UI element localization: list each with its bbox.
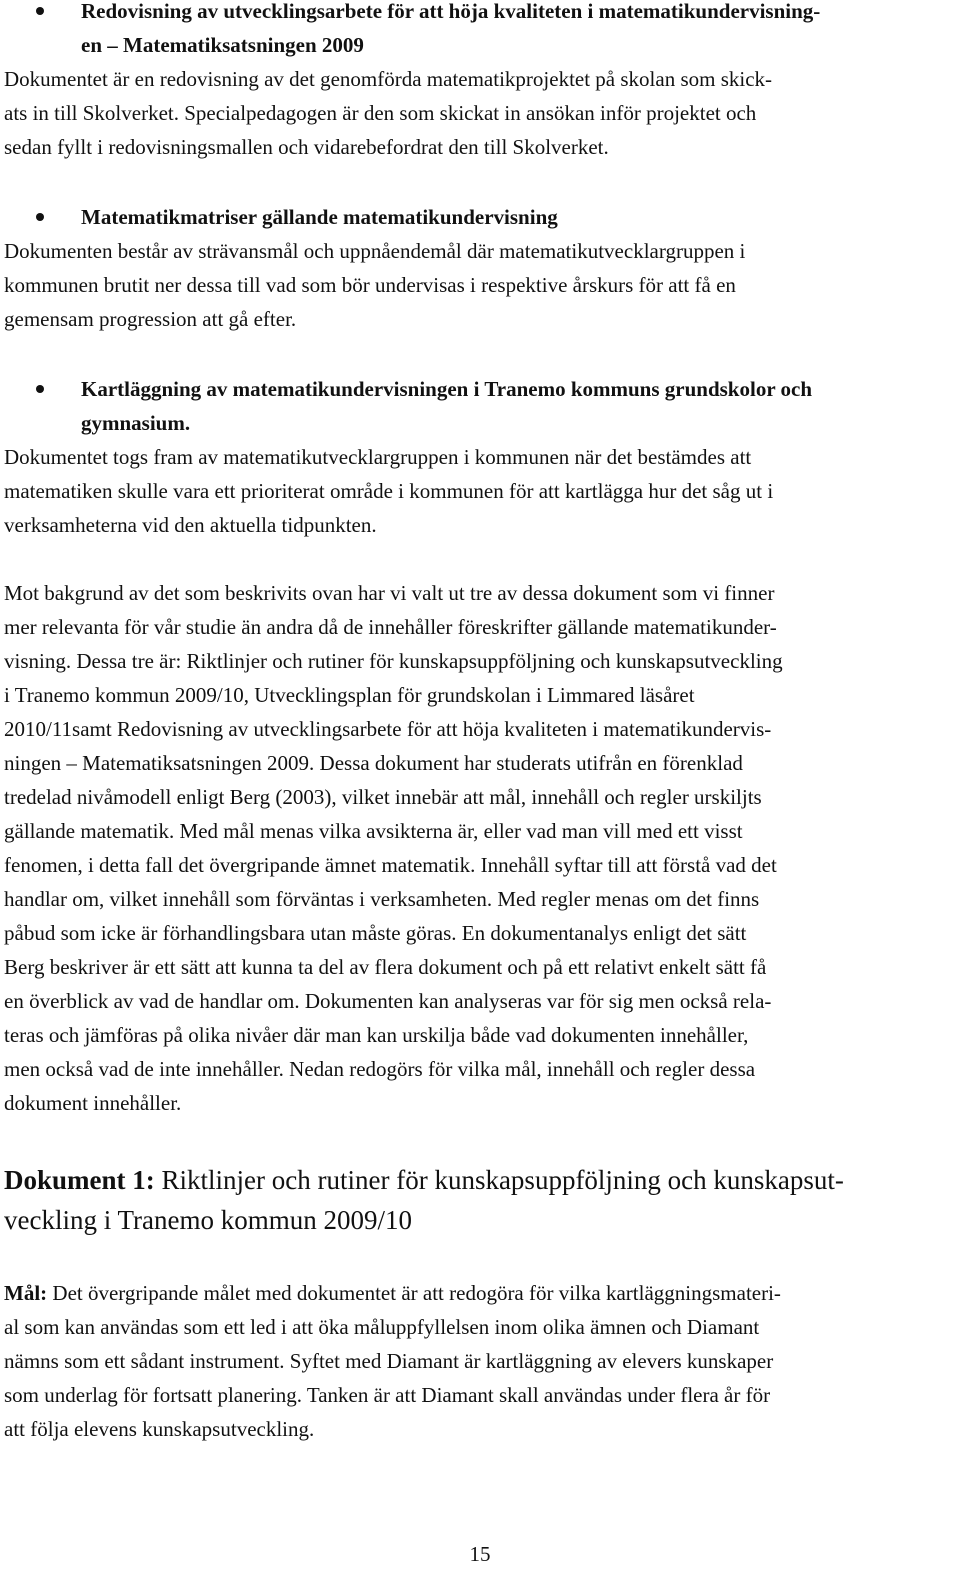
goal-line: nämns som ett sådant instrument. Syftet med Diamant är kartläggning av elevers kunskaper [4, 1349, 774, 1373]
bullet-title: Matematikmatriser gällande matematikundervisning [81, 205, 558, 229]
heading-label: Dokument 1: [4, 1165, 155, 1195]
bullet-title: en – Matematiksatsningen 2009 [81, 33, 364, 57]
goal-line: som underlag för fortsatt planering. Tanken är att Diamant skall användas under flera år för [4, 1383, 771, 1407]
paragraph-line: visning. Dessa tre är: Riktlinjer och rutiner för kunskapsuppföljning och kunskapsutveckling [4, 649, 783, 673]
paragraph-line: påbud som icke är förhandlingsbara utan måste göras. En dokumentanalys enligt det sätt [4, 921, 747, 945]
bullet-dot-icon [36, 213, 44, 221]
section-heading [4, 1160, 844, 1200]
paragraph-line: ningen – Matematiksatsningen 2009. Dessa dokument har studerats utifrån en förenklad [4, 751, 743, 775]
paragraph-line: fenomen, i detta fall det övergripande ämnet matematik. Innehåll syftar till att förstå vad det [4, 853, 777, 877]
paragraph-line: dokument innehåller. [4, 1091, 182, 1115]
goal-label: Mål: [4, 1281, 48, 1305]
body-line: kommunen brutit ner dessa till vad som bör undervisas i respektive årskurs för att få en [4, 273, 736, 297]
body-line: gemensam progression att gå efter. [4, 307, 297, 331]
section-heading-continuation: veckling i Tranemo kommun 2009/10 [4, 1205, 412, 1235]
bullet-dot-icon [36, 385, 44, 393]
bullet-dot-icon [36, 7, 44, 15]
heading-title: Riktlinjer och rutiner för kunskapsuppföljning och kunskapsut- [154, 1165, 844, 1195]
goal-line: att följa elevens kunskapsutveckling. [4, 1417, 315, 1441]
body-line: Dokumentet togs fram av matematikutvecklargruppen i kommunen när det bestämdes att [4, 445, 752, 469]
bullet-title: Kartläggning av matematikundervisningen i Tranemo kommuns grundskolor och [81, 377, 813, 401]
paragraph-line: Mot bakgrund av det som beskrivits ovan har vi valt ut tre av dessa dokument som vi finner [4, 581, 775, 605]
paragraph-line: teras och jämföras på olika nivåer där man kan urskilja både vad dokumenten innehåller, [4, 1023, 749, 1047]
body-line: sedan fyllt i redovisningsmallen och vidarebefordrat den till Skolverket. [4, 135, 609, 159]
paragraph-line: men också vad de inte innehåller. Nedan redogörs för vilka mål, innehåll och regler dessa [4, 1057, 756, 1081]
body-line: Dokumentet är en redovisning av det genomförda matematikprojektet på skolan som skick- [4, 67, 773, 91]
goal-line [4, 1276, 781, 1310]
bullet-title: Redovisning av utvecklingsarbete för att höja kvaliteten i matematikundervisning- [81, 0, 821, 23]
body-line: matematiken skulle vara ett prioriterat område i kommunen för att kartlägga hur det såg ut i [4, 479, 774, 503]
goal-text: Det övergripande målet med dokumentet är att redogöra för vilka kartläggningsmateri- [47, 1281, 781, 1305]
paragraph-line: mer relevanta för vår studie än andra då de innehåller föreskrifter gällande matematikunder- [4, 615, 777, 639]
body-line: ats in till Skolverket. Specialpedagogen är den som skickat in ansökan inför projektet och [4, 101, 757, 125]
paragraph-line: handlar om, vilket innehåll som förväntas i verksamheten. Med regler menas om det finns [4, 887, 760, 911]
paragraph-line: 2010/11samt Redovisning av utvecklingsarbete för att höja kvaliteten i matematikundervis- [4, 717, 772, 741]
page-number: 15 [469, 1542, 491, 1566]
paragraph-line: i Tranemo kommun 2009/10, Utvecklingsplan för grundskolan i Limmared läsåret [4, 683, 695, 707]
bullet-title: gymnasium. [81, 411, 191, 435]
body-line: verksamheterna vid den aktuella tidpunkten. [4, 513, 377, 537]
paragraph-line: gällande matematik. Med mål menas vilka avsikterna är, eller vad man vill med ett visst [4, 819, 743, 843]
body-line: Dokumenten består av strävansmål och uppnåendemål där matematikutvecklargruppen i [4, 239, 746, 263]
paragraph-line: en överblick av vad de handlar om. Dokumenten kan analyseras var för sig men också rela- [4, 989, 772, 1013]
paragraph-line: tredelad nivåmodell enligt Berg (2003), vilket innebär att mål, innehåll och regler urskiljts [4, 785, 762, 809]
goal-line: al som kan användas som ett led i att öka måluppfyllelsen inom olika ämnen och Diamant [4, 1315, 760, 1339]
paragraph-line: Berg beskriver är ett sätt att kunna ta del av flera dokument och på ett relativt enkelt sätt få [4, 955, 767, 979]
